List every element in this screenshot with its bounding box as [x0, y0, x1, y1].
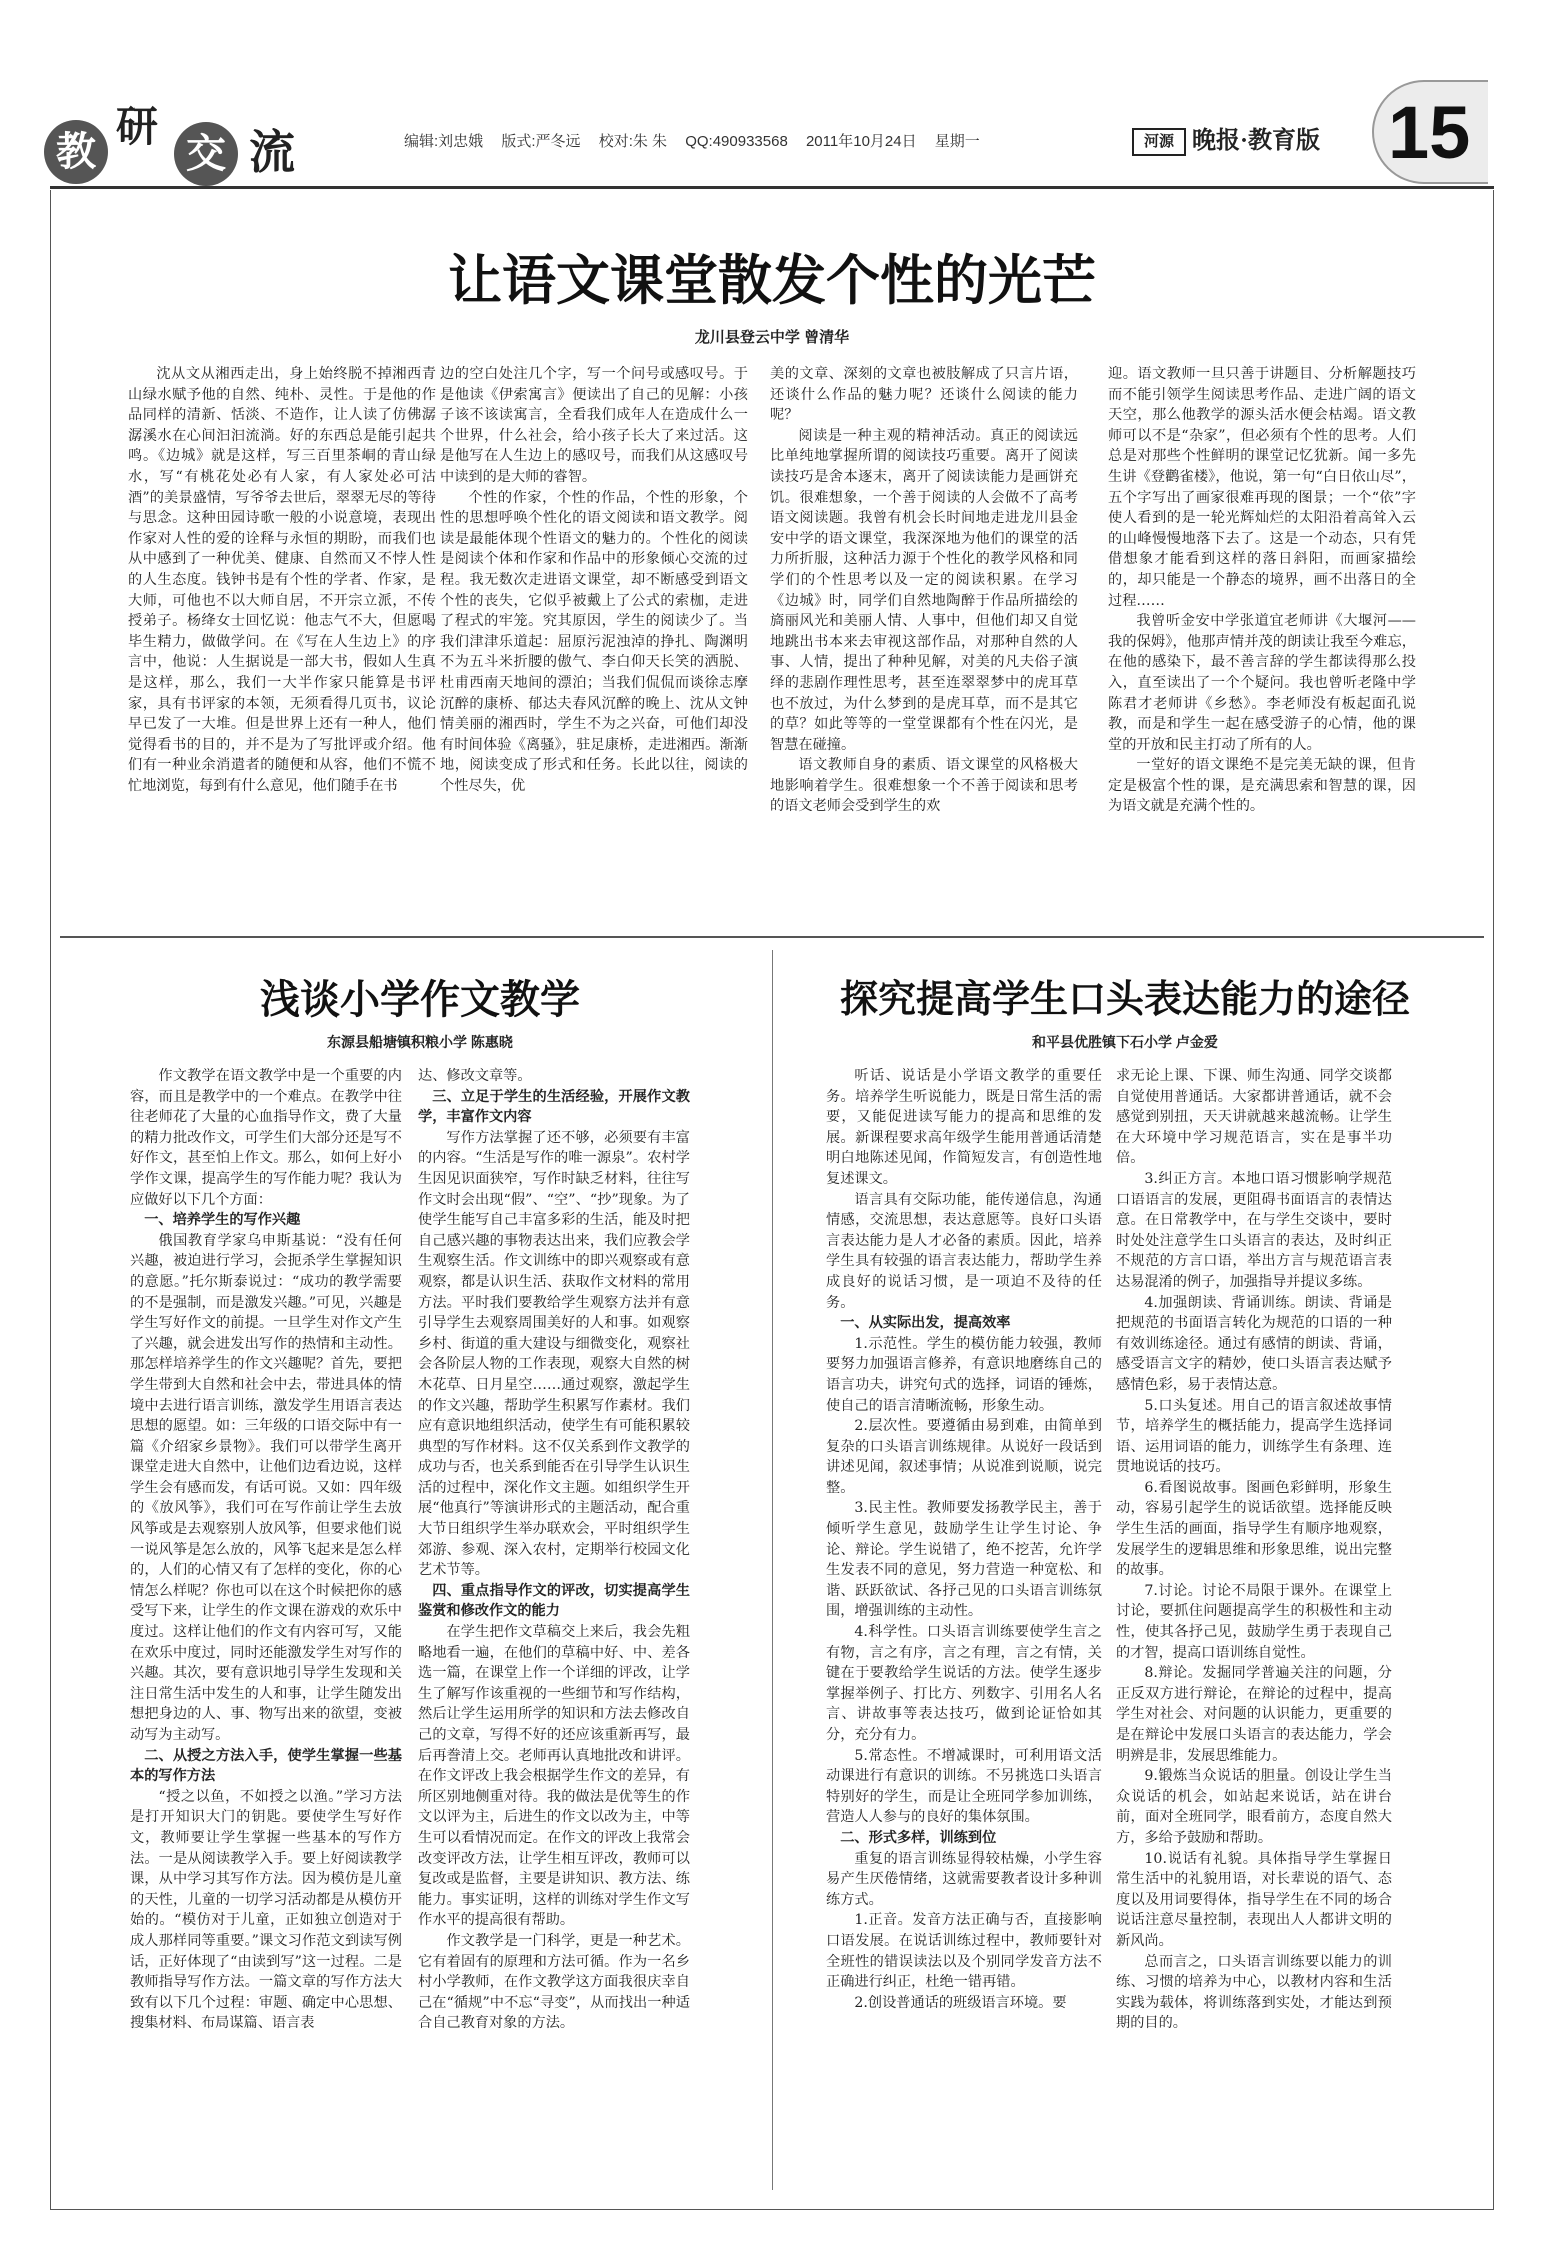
article3-paragraph: 3.民主性。教师要发扬教学民主，善于倾听学生意见，鼓励学生让学生讨论、争论、辩论。学生说错了，绝不挖苦，允许学生发表不同的意见，努力营造一种宽松、和谐、跃跃欲试、各抒己见的口头语言训练氛围，增强训练的主动性。: [826, 1500, 1102, 1620]
brand-name: 晚报: [1192, 128, 1240, 154]
article2-paragraph: 作文教学是一门科学，更是一种艺术。它有着固有的原理和方法可循。作为一名乡村小学教师，在作文教学这方面我很庆幸自己在“循规”中不忘“寻变”，从而找出一种适合自己教育对象的方法。: [418, 1932, 690, 2032]
article2-title: 浅谈小学作文教学: [260, 977, 580, 1023]
header-rule: [50, 186, 1494, 189]
logo-char: 流: [249, 125, 295, 179]
article2-subheading: 三、立足于学生的生活经验，开展作文教学，丰富作文内容: [418, 1088, 690, 1126]
article2-column-1: [130, 1066, 402, 2186]
newspaper-brand: [1132, 120, 1320, 156]
article2-subheading: 二、从授之方法入手，使学生掌握一些基本的写作方法: [130, 1747, 402, 1785]
article1-title: 让语文课堂散发个性的光芒: [448, 249, 1096, 312]
article2-subheading: 四、重点指导作文的评改，切实提高学生鉴赏和修改作文的能力: [418, 1582, 690, 1620]
article1-paragraph: 美的文章、深刻的文章也被肢解成了只言片语，还谈什么作品的魅力呢？还谈什么阅读的能力呢？: [770, 366, 1078, 424]
contact-qq: QQ:490933568: [685, 133, 788, 150]
article3-column-1: [826, 1066, 1102, 2186]
article2-paragraph: 在学生把作文草稿交上来后，我会先粗略地看一遍，在他们的草稿中好、中、差各选一篇，在课堂上作一个详细的评改，让学生了解写作该重视的一些细节和写作结构，然后让学生运用所学的知识和方法去修改自己的文章，写得不好的还应该重新再写，最后再誊清上交。老师再认真地批改和讲评。在作文评改上我会根据学生作文的差异，有所区别地侧重对待。我的做法是优等生的作文以评为主，后进生的作文以改为主，中等生可以看情况而定。在作文的评改上我常会改变评改方法，让学生相互评改，教师可以复改或是监督，主要是讲知识、教方法、练能力。事实证明，这样的训练对学生作文写作水平的提高很有帮助。: [418, 1624, 690, 1929]
article1-paragraph: 迎。语文教师一旦只善于讲题目、分析解题技巧而不能引领学生阅读思考作品、走进广阔的语文天空，那么他教学的源头活水便会枯竭。语文教师可以不是“杂家”，但必须有个性的思考。人们总是对那些个性鲜明的课堂记忆犹新。闻一多先生讲《登鹳雀楼》，他说，第一句“白日依山尽”，五个字写出了画家很难再现的图景；一个“依”字使人看到的是一轮光辉灿烂的太阳沿着高耸入云的山峰慢慢地落下去了。这是一个动态，只有凭借想象才能看到这样的落日斜阳，而画家描绘的，却只能是一个静态的境界，画不出落日的全过程……: [1108, 366, 1416, 609]
logo-char: 交: [174, 122, 238, 186]
article3-paragraph: 9.锻炼当众说话的胆量。创设让学生当众说话的机会，如站起来说话，站在讲台前，面对全班同学，眼看前方，态度自然大方，多给予鼓励和帮助。: [1116, 1768, 1392, 1846]
brand-seal: 河源: [1132, 128, 1186, 156]
article2-subheading: 一、培养学生的写作兴趣: [144, 1212, 301, 1229]
article1-column-4: [1108, 364, 1416, 924]
article2-byline: 东源县船塘镇积粮小学 陈惠晓: [327, 1034, 513, 1050]
article3-paragraph: 听话、说话是小学语文教学的重要任务。培养学生听说能力，既是日常生活的需要，又能促进读写能力的提高和思维的发展。新课程要求高年级学生能用普通话清楚明白地陈述见闻，作简短发言，有创造性地复述课文。: [826, 1068, 1102, 1187]
article3-paragraph: 1.示范性。学生的模仿能力较强，教师要努力加强语言修养，有意识地磨练自己的语言功夫，讲究句式的选择，词语的锤炼，使自己的语言清晰流畅，形象生动。: [826, 1335, 1102, 1414]
article3-paragraph: 语言具有交际功能，能传递信息，沟通情感，交流思想，表达意愿等。良好口头语言表达能力是人才必备的素质。因此，培养学生具有较强的语言表达能力，帮助学生养成良好的说话习惯，是一项迫不及待的任务。: [826, 1191, 1102, 1311]
article1-paragraph: 沈从文从湘西走出，身上始终脱不掉湘西青山绿水赋予他的自然、纯朴、灵性。于是他的作品同样的清新、恬淡、不造作，让人读了仿佛潺潺溪水在心间汩汩流淌。好的东西总是能引起共鸣。《边城》就是这样，写三百里茶峒的青山绿水，写“有桃花处必有人家，有人家处必可沽酒”的美景盛情，写爷爷去世后，翠翠无尽的等待与思念。这种田园诗歌一般的小说意境，表现出作家对人性的爱的诠释与永恒的期盼，而我们也从中感到了一种优美、健康、自然而又不悖人性的人生态度。钱钟书是有个性的学者、作家，是大师，可他也不以大师自居，不开宗立派，不传授弟子。杨绛女士回忆说：他志气不大，但愿喝毕生精力，做做学问。在《写在人生边上》的序言中，他说：人生据说是一部大书，假如人生真是这样，那么，我们一大半作家只能算是书评家，具有书评家的本领，无须看得几页书，议论早已发了一大堆。但是世界上还有一种人，他们觉得看书的目的，并不是为了写批评或介绍。他们有一种业余消遣者的随便和从容，他们不慌不忙地浏览，每到有什么意见，他们随手在书: [128, 366, 436, 794]
article3-paragraph: 4.加强朗读、背诵训练。朗读、背诵是把规范的书面语言转化为规范的口语的一种有效训练途径。通过有感情的朗读、背诵，感受语言文字的精妙，使口头语言表达赋予感情色彩，易于表情达意。: [1116, 1294, 1392, 1393]
column-divider: [772, 950, 773, 2190]
article3-paragraph: 8.辩论。发掘同学普遍关注的问题，分正反双方进行辩论，在辩论的过程中，提高学生对社会、对问题的认识能力，更重要的是在辩论中发展口头语言的表达能力，学会明辨是非，发展思维能力。: [1116, 1665, 1392, 1764]
article1-byline: 龙川县登云中学 曾清华: [694, 329, 850, 346]
article3-paragraph: 求无论上课、下课、师生沟通、同学交谈都自觉使用普通话。大家都讲普通话，就不会感觉到别扭，天天讲就越来越流畅。让学生在大环境中学习规范语言，实在是事半功倍。: [1116, 1068, 1392, 1167]
article3-subheading: 二、形式多样，训练到位: [840, 1829, 997, 1846]
section-divider: [60, 936, 1484, 938]
article3-paragraph: 4.科学性。口头语言训练要使学生言之有物，言之有序，言之有理，言之有情，关键在于要教给学生说话的方法。使学生逐步掌握举例子、打比方、列数字、引用名人名言、讲故事等表达技巧，做到论证恰如其分，充分有力。: [826, 1624, 1102, 1743]
article3-subheading: 一、从实际出发，提高效率: [840, 1315, 1011, 1332]
article2-paragraph: 写作方法掌握了还不够，必须要有丰富的内容。“生活是写作的唯一源泉”。农村学生因见识面狭窄，写作时缺乏材料，往往写作文时会出现“假”、“空”、“抄”现象。为了使学生能写自己丰富多彩的生活，能及时把自己感兴趣的事物表达出来，我们应教会学生观察生活。作文训练中的即兴观察或有意观察，都是认识生活、获取作文材料的常用方法。平时我们要教给学生观察方法并有意引导学生去观察周围美好的人和事。如观察乡村、街道的重大建设与细微变化，观察社会各阶层人物的工作表现，观察大自然的树木花草、日月星空……通过观察，激起学生的作文兴趣，帮助学生积累写作素材。我们应有意识地组织活动，使学生有可能积累较典型的写作材料。这不仅关系到作文教学的成功与否，也关系到能否在引导学生认识生活的过程中，深化作文主题。如组织学生开展“他真行”等演讲形式的主题活动，配合重大节日组织学生举办联欢会，平时组织学生郊游、参观、深入农村，定期举行校园文化艺术节等。: [418, 1129, 690, 1579]
masthead: [0, 0, 1544, 200]
article2-column-2: [418, 1066, 690, 2186]
article3-paragraph: 10.说话有礼貌。具体指导学生掌握日常生活中的礼貌用语，对长辈说的语气、态度以及用词要得体，指导学生在不同的场合说话注意尽量控制，表现出人人都讲文明的新风尚。: [1116, 1850, 1392, 1949]
article1-column-3: [770, 364, 1078, 924]
article1-column-2: [440, 364, 748, 924]
logo-char: 教: [44, 120, 108, 184]
layout-designer: 版式:严冬远: [501, 133, 581, 150]
article1-column-1: [128, 364, 436, 924]
article1-paragraph: 边的空白处注几个字，写一个问号或感叹号。于是他读《伊索寓言》便读出了自己的见解：小孩子该不该读寓言，全看我们成年人在造成什么一个世界，什么社会，给小孩子长大了来过活。这是他写在人生边上的感叹号，而我们从这感叹号中读到的是大师的睿智。: [440, 366, 748, 485]
edition-info: [404, 130, 994, 151]
article2-paragraph: 俄国教育学家乌申斯基说：“没有任何兴趣，被迫进行学习，会扼杀学生掌握知识的意愿。”托尔斯泰说过：“成功的教学需要的不是强制，而是激发兴趣。”可见，兴趣是学生写好作文的前提。一旦学生对作文产生了兴趣，就会进发出写作的热情和主动性。那怎样培养学生的作文兴趣呢？首先，要把学生带到大自然和社会中去，带进具体的情境中去进行语言训练，激发学生用语言表达思想的愿望。如：三年级的口语交际中有一篇《介绍家乡景物》。我们可以带学生离开课堂走进大自然中，让他们边看边说，这样学生会有感而发，有话可说。又如：四年级的《放风筝》，我们可在写作前让学生去放风筝或是去观察别人放风筝，但要求他们说一说风筝是怎么放的，风筝飞起来是怎么样的，人们的心情又有了怎样的变化，你的心情怎么样呢？你也可以在这个时候把你的感受写下来，让学生的作文课在游戏的欢乐中度过。这样让他们的作文有内容可写，又能在欢乐中度过，同时还能激发学生对写作的兴趣。其次，要有意识地引导学生发现和关注日常生活中发生的人和事，让学生随发出想把身边的人、事、物写出来的欲望，变被动写为主动写。: [130, 1232, 402, 1743]
article2-paragraph: 达、修改文章等。: [418, 1068, 532, 1084]
article3-paragraph: 7.讨论。讨论不局限于课外。在课堂上讨论，要抓住问题提高学生的积极性和主动性，使其各抒己见，鼓励学生勇于表现自己的才智，提高口语训练自觉性。: [1116, 1582, 1392, 1661]
article3-paragraph: 3.纠正方言。本地口语习惯影响学规范口语语言的发展，更阻碍书面语言的表情达意。在日常教学中，在与学生交谈中，要时时处处注意学生口头语言的表达，及时纠正不规范的方言口语，举出方言与规范语言表达易混淆的例子，加强指导并提议多练。: [1116, 1170, 1392, 1290]
article1-paragraph: 阅读是一种主观的精神活动。真正的阅读远比单纯地掌握所谓的阅读技巧重要。离开了阅读读技巧是舍本逐末，离开了阅读读能力是画饼充饥。很难想象，一个善于阅读的人会做不了高考语文阅读题。我曾有机会长时间地走进龙川县金安中学的语文课堂，我深深地为他们的课堂的活力所折服，这种活力源于个性化的教学风格和同学们的个性思考以及一定的阅读积累。在学习《边城》时，同学们自然地陶醉于作品所描绘的旖丽风光和美丽人情、人事中，但他们却又自觉地跳出书本来去审视这部作品，对那种自然的人事、人情，提出了种种见解，对美的凡夫俗子演绎的悲剧作理性思考，甚至连翠翠梦中的虎耳草也不放过，为什么梦到的是虎耳草，而不是其它的草？如此等等的一堂堂课都有个性在闪光，是智慧在碰撞。: [770, 427, 1078, 753]
article1-paragraph: 个性的作家，个性的作品，个性的形象，个性的思想呼唤个性化的语文阅读和语文教学。阅读是最能体现个性语文的魅力的。个性化的阅读是阅读个体和作家和作品中的形象倾心交流的过程。我无数次走进语文课堂，却不断感受到语文个性的丧失，它似乎被戴上了公式的索枷，走进了程式的牢笼。究其原因，学生的阅读少了。当我们津津乐道起：屈原污泥浊淖的挣扎、陶渊明不为五斗米折腰的傲气、李白仰天长笑的洒脱、杜甫西南天地间的漂泊；当我们侃侃而谈徐志摩沉醉的康桥、郁达夫春风沉醉的晚上、沈从文钟情美丽的湘西时，学生不为之兴奋，可他们却没有时间体验《离骚》，驻足康桥，走进湘西。渐渐地，阅读变成了形式和任务。长此以往，阅读的个性尽失，优: [440, 489, 748, 794]
editor: 编辑:刘忠娥: [404, 133, 484, 150]
article1-paragraph: 一堂好的语文课绝不是完美无缺的课，但肯定是极富个性的课，是充满思索和智慧的课，因为语文就是充满个性的。: [1108, 757, 1416, 815]
article3-column-2: [1116, 1066, 1392, 2186]
issue-date: 2011年10月24日: [805, 133, 917, 150]
article3-paragraph: 2.层次性。要遵循由易到难，由简单到复杂的口头语言训练规律。从说好一段话到讲述见闻，叙述事情；从说准到说顺，说完整。: [826, 1418, 1102, 1496]
article3-paragraph: 6.看图说故事。图画色彩鲜明，形象生动，容易引起学生的说话欲望。选择能反映学生生活的画面，指导学生有顺序地观察，发展学生的逻辑思维和形象思维，说出完整的故事。: [1116, 1479, 1392, 1579]
article3-paragraph: 总而言之，口头语言训练要以能力的训练、习惯的培养为中心，以教材内容和生活实践为载体，将训练落到实处，才能达到预期的目的。: [1116, 1953, 1392, 2032]
article1-paragraph: 语文教师自身的素质、语文课堂的风格极大地影响着学生。很难想象一个不善于阅读和思考的语文老师会受到学生的欢: [770, 757, 1078, 815]
article3-title: 探究提高学生口头表达能力的途径: [839, 977, 1410, 1021]
page-number: 15: [1388, 91, 1471, 174]
article2-paragraph: “授之以鱼，不如授之以渔。”学习方法是打开知识大门的钥匙。要使学生写好作文，教师要让学生掌握一些基本的写作方法。一是从阅读教学入手。要上好阅读教学课，从中学习其写作方法。因为模仿是儿童的天性，儿童的一切学习活动都是从模仿开始的。“模仿对于儿童，正如独立创造对于成人那样同等重要。”课文习作范文到读写例话，正好体现了“由读到写”这一过程。二是教师指导写作方法。一篇文章的写作方法大致有以下几个过程：审题、确定中心思想、搜集材料、布局谋篇、语言表: [130, 1788, 402, 2032]
article2-paragraph: 作文教学在语文教学中是一个重要的内容，而且是教学中的一个难点。在教学中往往老师花了大量的心血指导作文，费了大量的精力批改作文，可学生们大部分还是写不好作文，甚至怕上作文。那么，如何上好小学作文课，提高学生的写作能力呢？我认为应做好以下几个方面：: [130, 1068, 402, 1208]
article3-paragraph: 5.口头复述。用自己的语言叙述故事情节，培养学生的概括能力，提高学生选择词语、运用词语的能力，训练学生有条理、连贯地说话的技巧。: [1116, 1397, 1392, 1476]
article3-paragraph: 1.正音。发音方法正确与否，直接影响口语发展。在说话训练过程中，教师要针对全班性的错误读法以及个别同学发音方法不正确进行纠正，杜绝一错再错。: [826, 1912, 1102, 1991]
logo-char: 研: [116, 102, 159, 151]
brand-section: ·教育版: [1240, 128, 1321, 154]
article3-paragraph: 2.创设普通话的班级语言环境。要: [854, 1994, 1067, 2011]
article3-paragraph: 5.常态性。不增减课时，可利用语文活动课进行有意识的训练。不另挑选口头语言特别好的学生，而是让全班同学参加训练，营造人人参与的良好的集体氛围。: [826, 1747, 1102, 1826]
article1-paragraph: 我曾听金安中学张道宜老师讲《大堰河——我的保姆》，他那声情并茂的朗读让我至今难忘，在他的感染下，最不善言辞的学生都读得那么投入，直至读出了一个个疑问。我也曾听老隆中学陈君才老师讲《乡愁》。李老师没有板起面孔说教，而是和学生一起在感受游子的心情，他的课堂的开放和民主打动了所有的人。: [1108, 613, 1416, 753]
issue-weekday: 星期一: [934, 133, 980, 150]
article3-byline: 和平县优胜镇下石小学 卢金爱: [1032, 1034, 1218, 1050]
article3-paragraph: 重复的语言训练显得较枯燥，小学生容易产生厌倦情绪，这就需要教者设计多种训练方式。: [826, 1850, 1102, 1908]
page-number-tab: [1372, 80, 1488, 184]
proofreader: 校对:朱 朱: [598, 133, 668, 150]
section-logo: [44, 92, 314, 182]
